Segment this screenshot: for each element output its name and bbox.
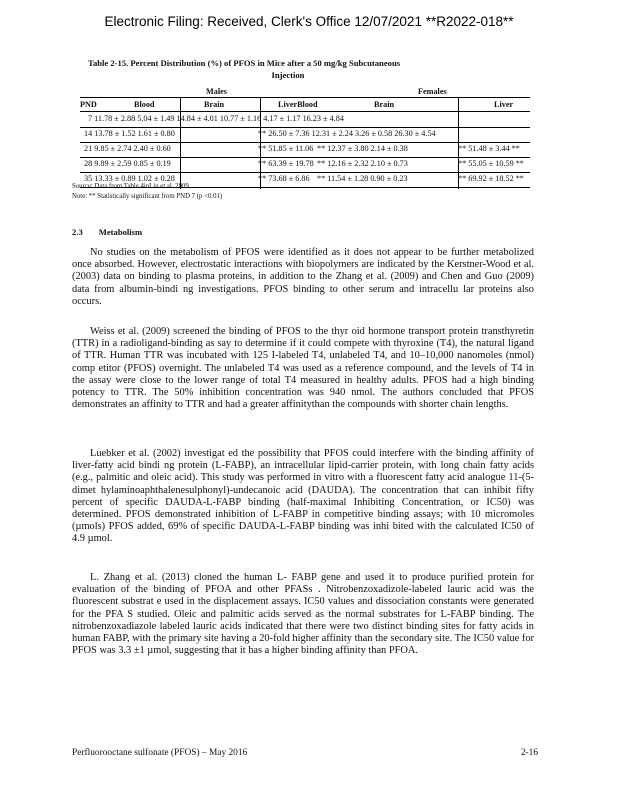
table-caption-line2: Injection (271, 70, 305, 80)
table-caption (88, 57, 518, 81)
section-title: Metabolism (98, 227, 143, 237)
table-note: Note: ** Statistically significant from PND 7 (p <0.01) (72, 193, 223, 200)
page-footer (72, 748, 538, 758)
paragraph: No studies on the metabolism of PFOS were identified as it does not appear to be further metabolized once absorbed. However, electrostatic interactions with biopolymers are indicated by the Kerstner-Wood et al. (2003) data on binding to plasma proteins, in addition to the Zhang et al. (2009) and Chen and Guo (2009) data from albumin-bindi ng investigations. PFOS binding to other serum and intracellu lar proteins also occurs. (72, 247, 534, 307)
section-number: 2.3 (72, 227, 83, 237)
table-notes (72, 182, 222, 202)
col-blood: Blood (134, 100, 155, 109)
paragraph: L. Zhang et al. (2013) cloned the human L- FABP gene and used it to produce purified protein for evaluation of the binding of PFOA and other PFASs . Nitrobenzoxadizole-labeled lauric acid was the fluorescent substrat e used in the displacement assays. IC50 values and dissociation constants were generated for the PFA S studied. Oleic and palmitic acids served as the normal substrates for L-FABP binding. The nitrobenzoxadiazole labeled lauric acids indicated that there were two distinct binding sites for fatty acids in human FABP, with the primary site having a 20-fold higher affinity than the secondary site. The IC50 value for PFOS was 3.3 ±1 µmol, suggesting that it has a higher binding affinity than PFOA. (72, 572, 534, 657)
table-rule (80, 172, 530, 173)
table-row: 35 13.33 ± 0.89 1.02 ± 0.28 ** 73.68 ± 6.86 ** 11.54 ± 1.28 0.90 ± 0.23 ** 69.92 ± 18.52 ** (84, 174, 524, 183)
table-rule (80, 142, 530, 143)
table-source: Source: Data from Table 4inLiu et al. 2009 (72, 183, 189, 190)
table-row: 14 13.78 ± 1.52 1.61 ± 0.80 ** 26.50 ± 7.36 12.31 ± 2.24 3.26 ± 0.58 26.30 ± 4.54 (84, 129, 436, 138)
table-caption-line1: Table 2-15. Percent Distribution (%) of PFOS in Mice after a 50 mg/kg Subcutaneous (88, 58, 401, 68)
col-pnd: PND (80, 100, 97, 109)
col-brain-male: Brain (204, 100, 225, 109)
page-number: 2-16 (520, 748, 538, 758)
paragraph: Weiss et al. (2009) screened the binding of PFOS to the thyr oid hormone transport protein transthyretin (TTR) in a radioligand-binding as say to determine if it could compete with thyroxine (T4), the natural ligand of TTR. Human TTR was incubated with 125 I-labeled T4, unlabeled T4, and 10–10,000 nanomoles (nmol) comp etitor (PFOS) overnight. The unlabeled T4 was used as a reference compound, and the levels of T4 in the assay were close to the lower range of total T4 measured in healthy adults. PFOS had a high binding potency to TTR. The 50% inhibition concentration was 940 nmol. The authors concluded that PFOS demonstrates an affinity to TTR and had a greater affinitythan the compounds with shorter chain lengths. (72, 326, 534, 411)
table-rule-header (80, 111, 530, 112)
table-row: 7 11.78 ± 2.88 5.04 ± 1.49 14.84 ± 4.01 10.77 ± 1.16 4.17 ± 1.17 16.23 ± 4.84 (88, 114, 344, 123)
col-liverblood: LiverBlood (278, 100, 318, 109)
table-rule-top (80, 97, 530, 98)
table-row: 28 9.89 ± 2.59 0.85 ± 0.19 ** 63.39 ± 19.78 ** 12.16 ± 2.32 2.10 ± 0.73 ** 55.05 ± 10.59 ** (84, 159, 524, 168)
table-row: 21 9.85 ± 2.74 2.40 ± 0.60 ** 51.85 ± 11.06 ** 12.37 ± 3.80 2.14 ± 0.38 ** 51.48 ± 3.44 ** (84, 144, 520, 153)
table-rule (80, 127, 530, 128)
col-brain-female: Brain (374, 100, 395, 109)
section-heading (72, 227, 142, 237)
footer-title: Perfluorooctane sulfonate (PFOS) – May 2016 (72, 748, 248, 758)
group-males: Males (206, 87, 227, 96)
paragraph: Luebker et al. (2002) investigat ed the possibility that PFOS could interfere with the binding affinity of liver-fatty acid bindi ng protein (L-FABP), an intracellular lipid-carrier protein, with long chain fatty acids (e.g., palmitic and oleic acid). This study was performed in vitro with a fluorescent fatty acid analogue 11-(5-dimet hylaminoaphthalenesulphonyl)-undecanoic acid (DAUDA). The concentration that can inhibit fifty percent of specific DAUDA-L-FABP binding (half-maximal Inhibiting Concentration, or IC50) was determined. PFOS demonstrated inhibition of L-FABP in competitive binding assays; with 10 micromoles (µmols) PFOS added, 69% of specific DAUDA-L-FABP binding was inhi bited with the calculated IC50 of 4.9 µmol. (72, 448, 534, 545)
filing-header: Electronic Filing: Received, Clerk's Office 12/07/2021 **R2022-018** (104, 14, 514, 29)
col-liver: Liver (494, 100, 514, 109)
table-rule (80, 157, 530, 158)
group-females: Females (418, 87, 447, 96)
